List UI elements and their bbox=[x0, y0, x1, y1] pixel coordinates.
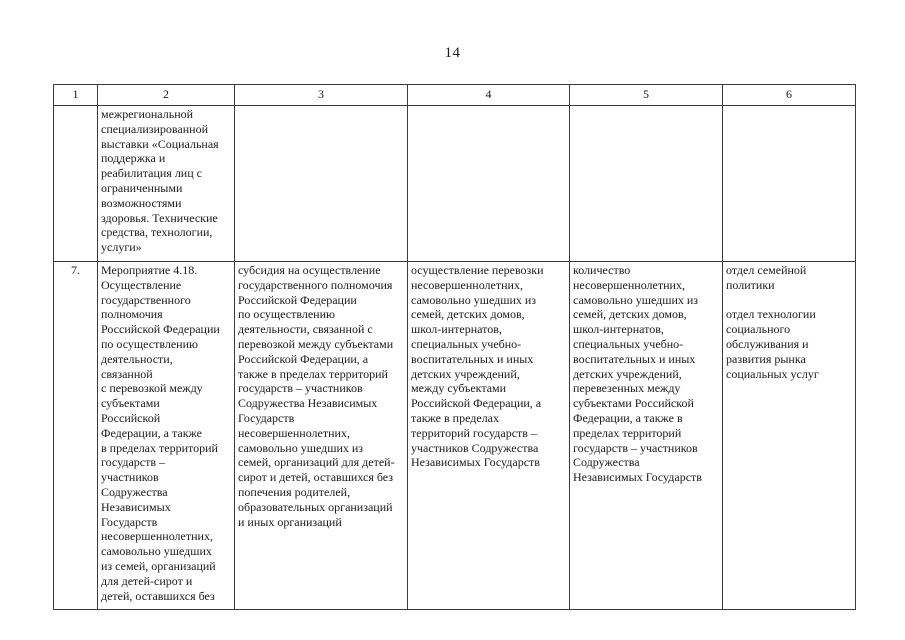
indicator-cell bbox=[570, 106, 723, 262]
row-number-cell bbox=[54, 262, 98, 610]
table-row bbox=[54, 106, 856, 262]
responsible-cell bbox=[723, 262, 856, 610]
header-col-4: 4 bbox=[408, 85, 570, 106]
header-col-2: 2 bbox=[98, 85, 235, 106]
header-col-3: 3 bbox=[235, 85, 408, 106]
description-text: осуществление перевозки несовершеннолетних, самовольно ушедших из семей, детских домов, школ-интернатов, специальных учебно- воспитательных и иных детских учреждений, между субъектами Российской Федерации, а также в пределах территорий государств – участников Содружества Независимых Государств bbox=[411, 263, 544, 470]
description-cell bbox=[408, 106, 570, 262]
responsible-cell bbox=[723, 106, 856, 262]
row-number-cell bbox=[54, 106, 98, 262]
header-col-1: 1 bbox=[54, 85, 98, 106]
measure-name-cell bbox=[98, 262, 235, 610]
measure-name-text: Мероприятие 4.18. Осуществление государственного полномочия Российской Федерации по осуществлению деятельности, связанной с перевозкой между субъектами Российской Федерации, а также в пределах территорий государств – участников Содружества Независимых Государств несовершеннолетних, самовольно ушедших из семей, организаций для детей-сирот и детей, оставшихся без bbox=[101, 263, 220, 603]
funding-cell bbox=[235, 106, 408, 262]
row-number-text: 7. bbox=[71, 263, 80, 277]
funding-text: субсидия на осуществление государственного полномочия Российской Федерации по осуществлению деятельности, связанной с перевозкой между субъектами Российской Федерации, а также в пределах территорий государств – участников Содружества Независимых Государств несовершеннолетних, самовольно ушедших из семей, организаций для детей- сирот и детей, оставшихся без попечения родителей, образовательных организаций и иных организаций bbox=[238, 263, 395, 529]
responsible-dept-2: отдел технологии социального обслуживания и развития рынка социальных услуг bbox=[726, 307, 819, 381]
responsible-dept-1: отдел семейной политики bbox=[726, 263, 807, 292]
measures-table bbox=[53, 84, 856, 610]
header-col-6: 6 bbox=[723, 85, 856, 106]
header-col-5: 5 bbox=[570, 85, 723, 106]
indicator-text: количество несовершеннолетних, самовольно ушедших из семей, детских домов, школ-интернатов, специальных учебно- воспитательных и иных детских учреждений, перевезенных между субъектами Российской Федерации, а также в пределах территорий государств – участников Содружества Независимых Государств bbox=[573, 263, 702, 485]
table-header-row bbox=[54, 85, 856, 106]
table-row bbox=[54, 262, 856, 610]
description-cell bbox=[408, 262, 570, 610]
indicator-cell bbox=[570, 262, 723, 610]
measure-name-text: межрегиональной специализированной выставки «Социальная поддержка и реабилитация лиц с ограниченными возможностями здоровья. Технические средства, технологии, услуги» bbox=[101, 107, 219, 255]
page-number: 14 bbox=[444, 45, 461, 61]
funding-cell bbox=[235, 262, 408, 610]
measure-name-cell bbox=[98, 106, 235, 262]
